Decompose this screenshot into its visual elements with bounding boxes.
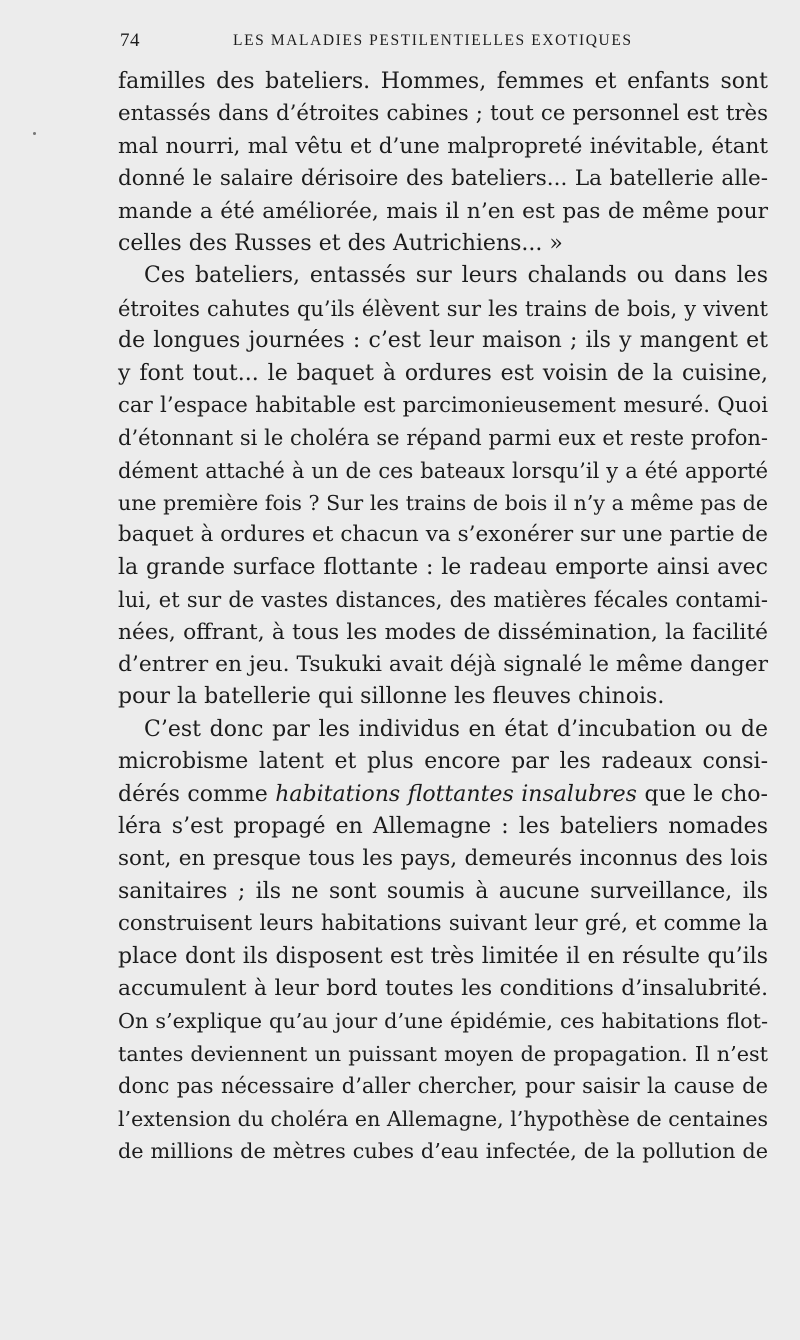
text-line: nées, offrant, à tous les modes de dissémination, la facilité	[118, 619, 768, 645]
text-line: étroites cahutes qu’ils élèvent sur les trains de bois, y vivent	[118, 296, 768, 321]
text-segment: que le cho-	[636, 781, 768, 807]
text-line: lui, et sur de vastes distances, des matières fécales contami-	[118, 588, 768, 613]
text-line: tantes deviennent un puissant moyen de propagation. Il n’est	[118, 1041, 768, 1066]
text-segment: dérés comme	[118, 781, 276, 807]
text-line: baquet à ordures et chacun va s’exonérer sur une partie de	[118, 522, 768, 548]
text-line: d’étonnant si le choléra se répand parmi eux et reste profon-	[118, 426, 768, 451]
text-line: familles des bateliers. Hommes, femmes et enfants sont	[118, 69, 768, 94]
text-line: léra s’est propagé en Allemagne : les bateliers nomades	[118, 813, 768, 839]
text-line: mande a été améliorée, mais il n’en est pas de même pour	[118, 198, 768, 224]
text-line: de longues journées : c’est leur maison ; ils y mangent et	[118, 328, 768, 354]
text-line: mal nourri, mal vêtu et d’une malpropreté inévitable, étant	[118, 133, 768, 159]
running-head: LES MALADIES PESTILENTIELLES EXOTIQUES	[233, 32, 633, 49]
text-line: donc pas nécessaire d’aller chercher, pour saisir la cause de	[118, 1074, 768, 1099]
text-line: y font tout... le baquet à ordures est voisin de la cuisine,	[118, 360, 768, 386]
text-line: pour la batellerie qui sillonne les fleuves chinois.	[118, 684, 665, 710]
text-line: d’entrer en jeu. Tsukuki avait déjà signalé le même danger	[118, 652, 768, 678]
paragraph-start-line: Ces bateliers, entassés sur leurs chalands ou dans les	[144, 263, 768, 289]
print-speck	[33, 132, 36, 135]
text-line: dément attaché à un de ces bateaux lorsqu’il y a été apporté	[118, 458, 768, 483]
text-line: donné le salaire dérisoire des bateliers... La batellerie alle-	[118, 166, 768, 192]
italic-phrase: habitations flottantes insalubres	[275, 781, 637, 807]
text-line: l’extension du choléra en Allemagne, l’hypothèse de centaines	[118, 1106, 768, 1131]
text-line: accumulent à leur bord toutes les conditions d’insalubrité.	[118, 975, 768, 1001]
text-line: construisent leurs habitations suivant leur gré, et comme la	[118, 911, 768, 937]
page-header	[120, 30, 765, 52]
text-line: celles des Russes et des Autrichiens... »	[118, 230, 563, 256]
text-line: place dont ils disposent est très limitée il en résulte qu’ils	[118, 943, 768, 969]
text-line: microbisme latent et plus encore par les radeaux consi-	[118, 749, 768, 775]
text-line: de millions de mètres cubes d’eau infectée, de la pollution de	[118, 1138, 768, 1163]
page-number: 74	[120, 30, 140, 51]
text-line: entassés dans d’étroites cabines ; tout ce personnel est très	[118, 101, 768, 127]
text-line: sont, en presque tous les pays, demeurés inconnus des lois	[118, 846, 768, 872]
text-line: On s’explique qu’au jour d’une épidémie, ces habitations flot-	[118, 1009, 768, 1034]
text-line: la grande surface flottante : le radeau emporte ainsi avec	[118, 554, 768, 580]
text-line: sanitaires ; ils ne sont soumis à aucune surveillance, ils	[118, 878, 768, 904]
text-line: une première fois ? Sur les trains de bois il n’y a même pas de	[118, 491, 768, 516]
text-line: car l’espace habitable est parcimonieusement mesuré. Quoi	[118, 392, 768, 418]
paragraph-start-line: C’est donc par les individus en état d’incubation ou de	[144, 716, 768, 742]
body-text	[118, 66, 768, 1167]
text-line-with-italic	[118, 779, 768, 811]
